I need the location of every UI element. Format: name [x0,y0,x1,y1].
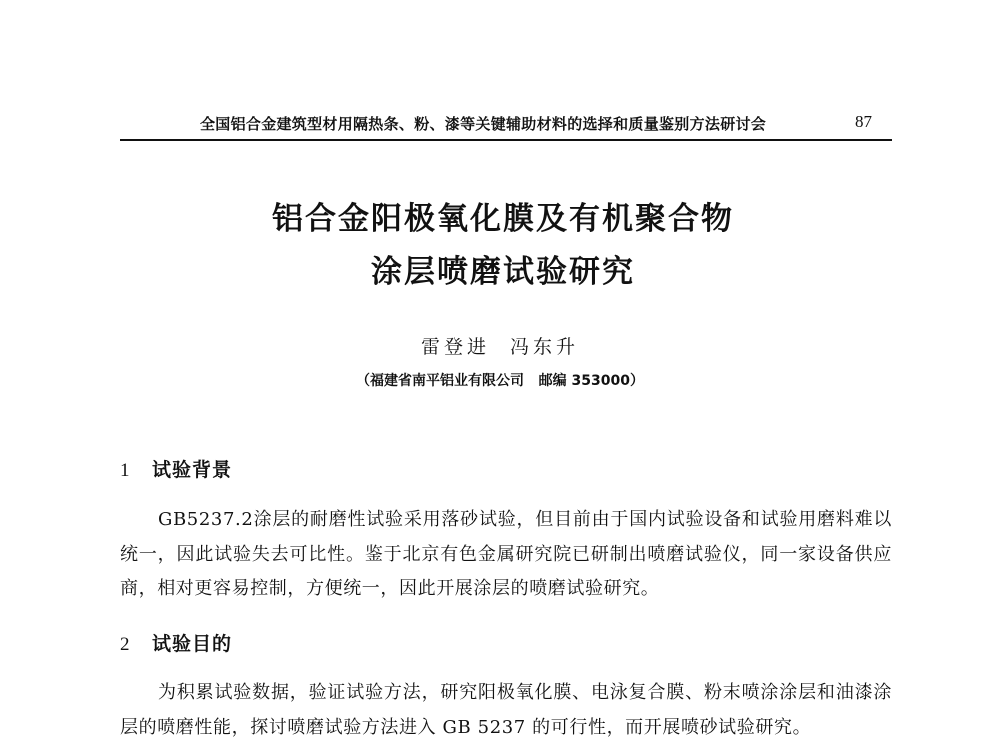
section-title: 试验目的 [152,633,233,655]
article-title-line-2: 涂层喷磨试验研究 [371,254,635,290]
section-heading-purpose [120,629,232,656]
article-title-line-1: 铝合金阳极氧化膜及有机聚合物 [272,201,734,237]
article-authors: 雷登进 冯东升 [420,336,580,358]
section-body-purpose: 为积累试验数据，验证试验方法，研究阳极氧化膜、电泳复合膜、粉末喷涂涂层和油漆涂层的喷磨性能，探讨喷磨试验方法进入 GB 5237 的可行性，而开展喷砂试验研究。 [120,682,892,738]
running-header-title: 全国铝合金建筑型材用隔热条、粉、漆等关键辅助材料的选择和质量鉴别方法研讨会 [200,115,767,133]
page-number: 87 [855,112,872,131]
section-number: 1 [120,460,130,481]
section-title: 试验背景 [152,459,233,481]
section-number: 2 [120,634,130,655]
author-affiliation: （福建省南平铝业有限公司 邮编 353000） [356,373,644,389]
section-heading-background [120,455,232,482]
running-header [120,113,892,141]
section-body-background: GB5237.2涂层的耐磨性试验采用落砂试验，但目前由于国内试验设备和试验用磨料难以统一，因此试验失去可比性。鉴于北京有色金属研究院已研制出喷磨试验仪，同一家设备供应商，相对更容易控制，方便统一，因此开展涂层的喷磨试验研究。 [120,509,892,599]
